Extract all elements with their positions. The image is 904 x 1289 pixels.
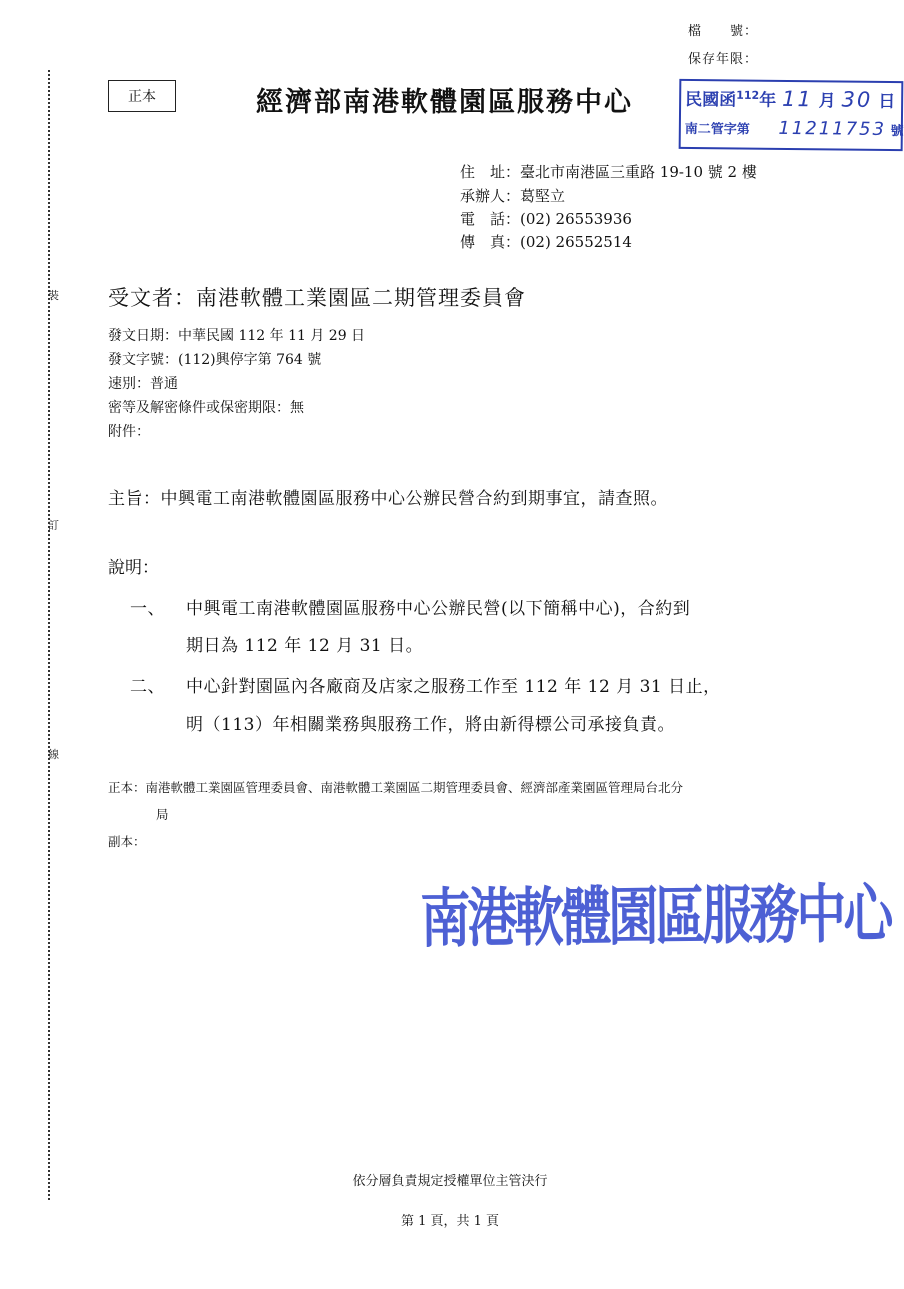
attachments: 附件： (108, 424, 150, 440)
issue-date: 發文日期：中華民國 112 年 11 月 29 日 (108, 328, 366, 344)
copy-type-box: 正本 (108, 80, 176, 112)
recipient: 受文者：南港軟體工業園區二期管理委員會 (108, 286, 526, 310)
item-1-line-2: 期日為 112 年 12 月 31 日。 (186, 636, 424, 656)
secrecy-level: 密等及解密條件或保密期限：無 (108, 400, 304, 416)
binding-mark-staple: 訂 (48, 519, 59, 532)
contact-phone: 電 話：(02) 26553936 (460, 210, 632, 228)
contact-handler: 承辦人：葛堅立 (460, 187, 566, 205)
receipt-year-unit: 年 (759, 90, 777, 111)
distribution-original-continued: 局 (156, 807, 169, 822)
receipt-day-unit: 日 (878, 91, 896, 113)
receipt-month: 11 (781, 86, 813, 112)
receipt-month-unit: 月 (818, 91, 836, 112)
authority-note: 依分層負責規定授權單位主管決行 (352, 1174, 548, 1189)
binding-mark-line: 線 (48, 748, 59, 761)
item-number-2: 二、 (130, 677, 165, 697)
file-number-label: 檔 號： (688, 24, 759, 39)
binding-line (48, 70, 50, 1200)
receipt-number: 11211753 (778, 117, 887, 140)
receipt-stamp-number-row (685, 117, 904, 140)
retention-label: 保存年限： (688, 52, 759, 67)
item-2-line-2: 明（113）年相關業務與服務工作，將由新得標公司承接負責。 (186, 715, 675, 735)
distribution-original: 正本：南港軟體工業園區管理委員會、南港軟體工業園區二期管理委員會、經濟部產業園區管理局台北分 (108, 780, 684, 795)
agency-title: 經濟部南港軟體園區服務中心 (256, 87, 633, 118)
subject: 主旨：中興電工南港軟體園區服務中心公辦民營合約到期事宜，請查照。 (108, 489, 668, 509)
item-1-line-1: 中興電工南港軟體園區服務中心公辦民營(以下簡稱中心)，合約到 (186, 599, 691, 619)
page-number: 第 1 頁，共 1 頁 (400, 1214, 500, 1229)
receipt-stamp (679, 79, 904, 151)
receipt-prefix: 南二管字第 (684, 121, 750, 138)
receipt-day: 30 (841, 87, 873, 112)
receipt-number-unit: 號 (890, 124, 904, 140)
document-number: 發文字號：(112)興停字第 764 號 (108, 352, 322, 368)
contact-address: 住 址：臺北市南港區三重路 19-10 號 2 樓 (460, 163, 757, 181)
agency-seal-stamp: 南港軟體園區服務中心 (420, 876, 891, 957)
explanation-label: 說明： (108, 558, 159, 578)
receipt-year: 112 (736, 88, 760, 103)
receipt-label: 民國函 (685, 89, 737, 111)
speed-class: 速別：普通 (108, 376, 178, 392)
receipt-stamp-date-row (685, 85, 895, 112)
binding-mark-bind: 裝 (48, 289, 59, 302)
contact-fax: 傳 真：(02) 26552514 (460, 233, 632, 251)
item-2-line-1: 中心針對園區內各廠商及店家之服務工作至 112 年 12 月 31 日止， (186, 677, 721, 697)
distribution-copy: 副本： (108, 834, 146, 849)
item-number-1: 一、 (130, 599, 165, 619)
